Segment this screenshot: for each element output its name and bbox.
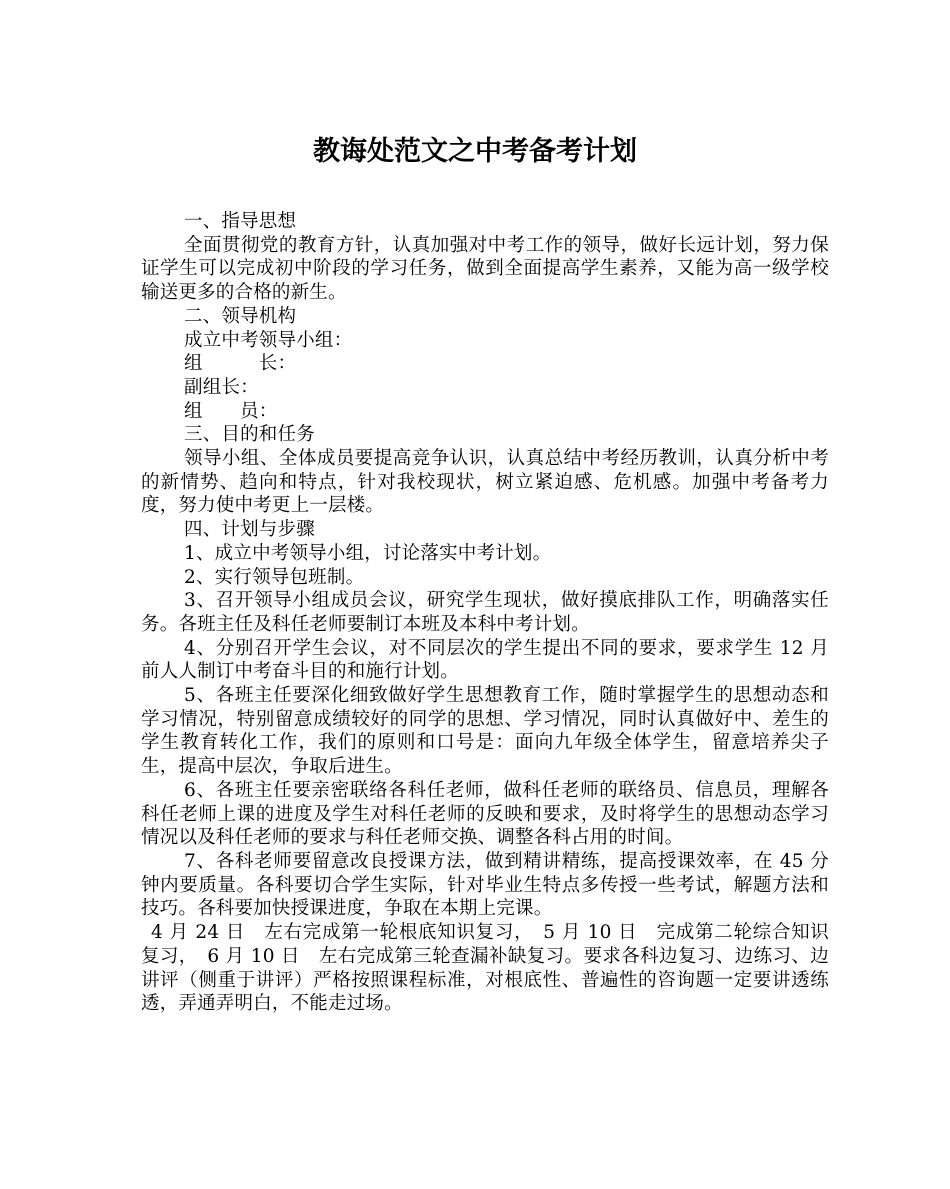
plan-item-5: 5、各班主任要深化细致做好学生思想教育工作，随时掌握学生的思想动态和学习情况，特别留意成绩较好的同学的思想、学习情况，同时认真做好中、差生的学生教育转化工作，我们的原则和口号是：面向九年级全体学生，留意培养尖子生，提高中层次，争取后进生。	[141, 685, 829, 778]
document-body	[141, 210, 829, 1016]
paragraph-leadership-group: 成立中考领导小组：	[184, 329, 353, 351]
plan-item-1: 1、成立中考领导小组，讨论落实中考计划。	[184, 542, 552, 564]
plan-item-2: 2、实行领导包班制。	[184, 566, 365, 588]
field-group-members: 组 员：	[184, 400, 278, 422]
plan-item-6: 6、各班主任要亲密联络各科任老师，做科任老师的联络员、信息员，理解各科任老师上课的进度及学生对科任老师的反映和要求，及时将学生的思想动态学习情况以及科任老师的要求与科任老师交换、调整各科占用的时间。	[141, 779, 829, 849]
section-heading-leadership: 二、领导机构	[184, 305, 297, 327]
paragraph-guiding-thought: 全面贯彻党的教育方针，认真加强对中考工作的领导，做好长远计划，努力保证学生可以完成初中阶段的学习任务，做到全面提高学生素养，又能为高一级学校输送更多的合格的新生。	[141, 234, 829, 304]
plan-item-7: 7、各科老师要留意改良授课方法，做到精讲精练，提高授课效率，在 45 分钟内要质量。各科要切合学生实际，针对毕业生特点多传授一些考试，解题方法和技巧。各科要加快授课进度，争取在本期上完课。	[141, 850, 829, 920]
paragraph-review-schedule: 4 月 24 日 左右完成第一轮根底知识复习， 5 月 10 日 完成第二轮综合知识复习， 6 月 10 日 左右完成第三轮查漏补缺复习。要求各科边复习、边练习、边讲评（侧重于讲评）严格按照课程标准，对根底性、普遍性的咨询题一定要讲透练透，弄通弄明白，不能走过场。	[141, 922, 829, 1015]
section-heading-goals: 三、目的和任务	[184, 424, 315, 446]
field-group-leader: 组 长：	[184, 353, 297, 375]
section-heading-plan: 四、计划与步骤	[184, 519, 315, 541]
section-heading-guiding-thought: 一、指导思想	[184, 211, 297, 232]
plan-item-3: 3、召开领导小组成员会议，研究学生现状，做好摸底排队工作，明确落实任务。各班主任及科任老师要制订本班及本科中考计划。	[141, 590, 829, 635]
document-title: 教诲处范文之中考备考计划	[313, 136, 637, 167]
paragraph-goals: 领导小组、全体成员要提高竞争认识，认真总结中考经历教训，认真分析中考的新情势、趋向和特点，针对我校现状，树立紧迫感、危机感。加强中考备考力度，努力使中考更上一层楼。	[141, 448, 829, 517]
plan-item-4: 4、分别召开学生会议，对不同层次的学生提出不同的要求，要求学生 12 月 前人人制订中考奋斗目的和施行计划。	[141, 637, 829, 683]
field-deputy-leader: 副组长：	[184, 376, 259, 398]
